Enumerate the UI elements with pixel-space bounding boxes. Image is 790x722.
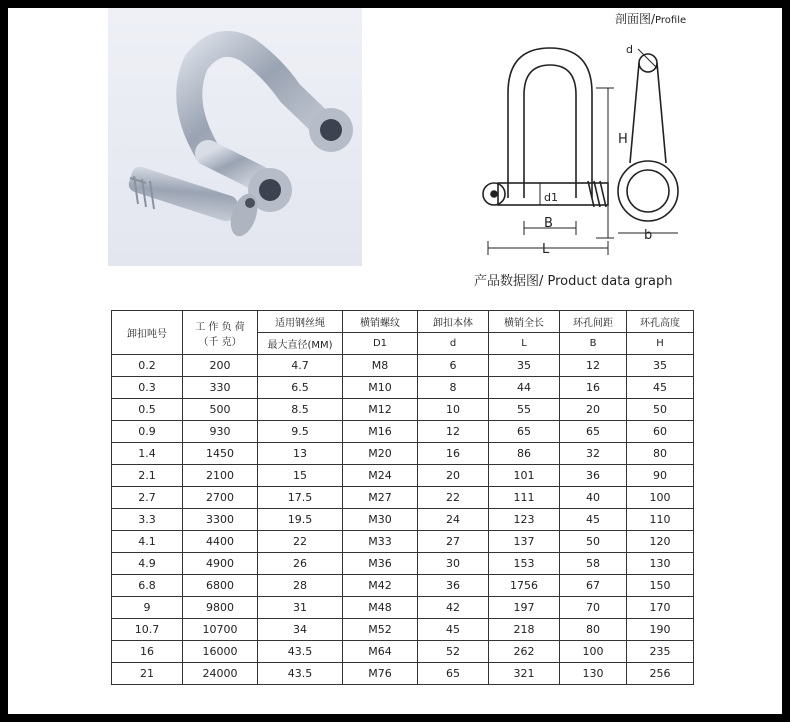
table-cell: 4.1 [112,531,183,553]
table-row [112,531,694,553]
table-cell: 150 [627,575,694,597]
header-wire-rope: 适用钢丝绳 [258,311,343,333]
dim-b-lower-label: b [644,228,653,243]
table-cell: 123 [489,509,560,531]
table-cell: 0.9 [112,421,183,443]
header-pin-thread-sub: D1 [343,333,418,355]
table-cell: 1450 [183,443,258,465]
table-cell: 28 [258,575,343,597]
table-cell: 50 [627,399,694,421]
spec-table-header [112,311,694,355]
table-row [112,575,694,597]
table-cell: 16 [112,641,183,663]
header-working-load-line1: 工 作 负 荷 [195,321,245,333]
table-cell: M12 [343,399,418,421]
table-cell: 34 [258,619,343,641]
product-photo [108,8,362,266]
table-cell: 130 [560,663,627,685]
table-cell: 218 [489,619,560,641]
table-cell: 16 [560,377,627,399]
table-cell: 24 [418,509,489,531]
table-cell: 330 [183,377,258,399]
table-cell: 13 [258,443,343,465]
table-cell: 153 [489,553,560,575]
header-shackle-body-sub: d [418,333,489,355]
table-cell: 16 [418,443,489,465]
table-cell: 100 [560,641,627,663]
table-row [112,399,694,421]
table-cell: 321 [489,663,560,685]
table-cell: M76 [343,663,418,685]
table-cell: 120 [627,531,694,553]
table-cell: 170 [627,597,694,619]
table-cell: 262 [489,641,560,663]
table-row [112,663,694,685]
product-sheet [8,8,782,714]
table-cell: M52 [343,619,418,641]
header-pin-length: 横销全长 [489,311,560,333]
profile-label-en: Profile [655,15,687,26]
header-eye-height-sub: H [627,333,694,355]
table-cell: M33 [343,531,418,553]
table-cell: 4400 [183,531,258,553]
table-cell: 3300 [183,509,258,531]
shackle-profile-diagram [468,43,768,263]
table-cell: 80 [560,619,627,641]
table-cell: 2700 [183,487,258,509]
table-cell: 86 [489,443,560,465]
table-cell: 101 [489,465,560,487]
table-cell: 4.9 [112,553,183,575]
table-cell: 930 [183,421,258,443]
table-cell: 256 [627,663,694,685]
header-working-load [183,311,258,355]
table-row [112,355,694,377]
table-cell: M30 [343,509,418,531]
table-cell: 197 [489,597,560,619]
table-row [112,619,694,641]
table-cell: 8 [418,377,489,399]
dim-d-label: d [626,43,633,56]
header-eye-spacing: 环孔间距 [560,311,627,333]
table-cell: 130 [627,553,694,575]
table-cell: 6.8 [112,575,183,597]
table-row [112,553,694,575]
table-cell: 190 [627,619,694,641]
table-cell: 65 [560,421,627,443]
table-cell: 200 [183,355,258,377]
table-cell: 45 [418,619,489,641]
table-cell: 2.1 [112,465,183,487]
table-cell: 26 [258,553,343,575]
table-cell: 45 [560,509,627,531]
technical-drawing [468,43,768,263]
table-cell: M24 [343,465,418,487]
header-working-load-line2: （千 克） [198,336,242,348]
spec-table-body [112,355,694,685]
table-cell: 50 [560,531,627,553]
table-cell: 45 [627,377,694,399]
table-cell: 20 [560,399,627,421]
table-cell: M8 [343,355,418,377]
table-cell: M42 [343,575,418,597]
table-row [112,377,694,399]
table-cell: M27 [343,487,418,509]
table-cell: 1.4 [112,443,183,465]
table-cell: 9.5 [258,421,343,443]
table-row [112,487,694,509]
table-row [112,597,694,619]
table-cell: 35 [627,355,694,377]
table-cell: 22 [258,531,343,553]
table-cell: M20 [343,443,418,465]
table-cell: 2100 [183,465,258,487]
table-row [112,641,694,663]
table-cell: 67 [560,575,627,597]
table-cell: 0.3 [112,377,183,399]
table-cell: 2.7 [112,487,183,509]
table-cell: 6 [418,355,489,377]
table-cell: 19.5 [258,509,343,531]
header-shackle-tonnage: 卸扣吨号 [112,311,183,355]
table-cell: 12 [560,355,627,377]
header-pin-thread: 横销螺纹 [343,311,418,333]
table-cell: 235 [627,641,694,663]
table-cell: 111 [489,487,560,509]
table-cell: 21 [112,663,183,685]
table-row [112,443,694,465]
table-cell: 43.5 [258,641,343,663]
dim-l-label: L [542,242,550,257]
table-cell: 9 [112,597,183,619]
table-cell: 58 [560,553,627,575]
header-pin-length-sub: L [489,333,560,355]
header-shackle-body: 卸扣本体 [418,311,489,333]
table-cell: 16000 [183,641,258,663]
table-cell: 43.5 [258,663,343,685]
spec-table [111,310,694,685]
table-cell: 20 [418,465,489,487]
table-cell: 55 [489,399,560,421]
table-cell: 15 [258,465,343,487]
table-cell: 42 [418,597,489,619]
header-eye-spacing-sub: B [560,333,627,355]
table-cell: 36 [418,575,489,597]
table-cell: 10 [418,399,489,421]
table-cell: 80 [627,443,694,465]
table-cell: 35 [489,355,560,377]
table-row [112,421,694,443]
table-cell: M16 [343,421,418,443]
table-cell: 8.5 [258,399,343,421]
table-cell: 6800 [183,575,258,597]
dim-d1-label: d1 [544,191,558,204]
table-cell: 6.5 [258,377,343,399]
table-cell: M10 [343,377,418,399]
table-cell: 137 [489,531,560,553]
shackle-photo-illustration [108,8,362,266]
profile-label [615,10,686,27]
table-cell: 70 [560,597,627,619]
table-cell: 36 [560,465,627,487]
table-cell: 0.5 [112,399,183,421]
table-row [112,509,694,531]
table-cell: 31 [258,597,343,619]
table-cell: 100 [627,487,694,509]
table-cell: 17.5 [258,487,343,509]
table-cell: 32 [560,443,627,465]
table-cell: 10700 [183,619,258,641]
table-cell: M64 [343,641,418,663]
dim-b-upper-label: B [544,216,553,231]
table-cell: 3.3 [112,509,183,531]
table-cell: 44 [489,377,560,399]
table-cell: 500 [183,399,258,421]
table-cell: 27 [418,531,489,553]
table-cell: 0.2 [112,355,183,377]
profile-label-zh: 剖面图/ [615,12,656,26]
table-cell: 9800 [183,597,258,619]
header-wire-rope-sub: 最大直径(MM) [258,333,343,355]
table-cell: 4900 [183,553,258,575]
table-cell: 1756 [489,575,560,597]
table-cell: 60 [627,421,694,443]
table-cell: 52 [418,641,489,663]
table-cell: 10.7 [112,619,183,641]
table-row [112,465,694,487]
table-cell: 40 [560,487,627,509]
table-cell: 24000 [183,663,258,685]
table-cell: M48 [343,597,418,619]
table-cell: 12 [418,421,489,443]
table-cell: 65 [418,663,489,685]
product-data-graph-title: 产品数据图/ Product data graph [474,274,673,289]
table-cell: M36 [343,553,418,575]
table-cell: 110 [627,509,694,531]
table-cell: 22 [418,487,489,509]
table-cell: 90 [627,465,694,487]
dim-h-label: H [618,132,628,147]
header-eye-height: 环孔高度 [627,311,694,333]
table-cell: 30 [418,553,489,575]
table-cell: 65 [489,421,560,443]
table-cell: 4.7 [258,355,343,377]
